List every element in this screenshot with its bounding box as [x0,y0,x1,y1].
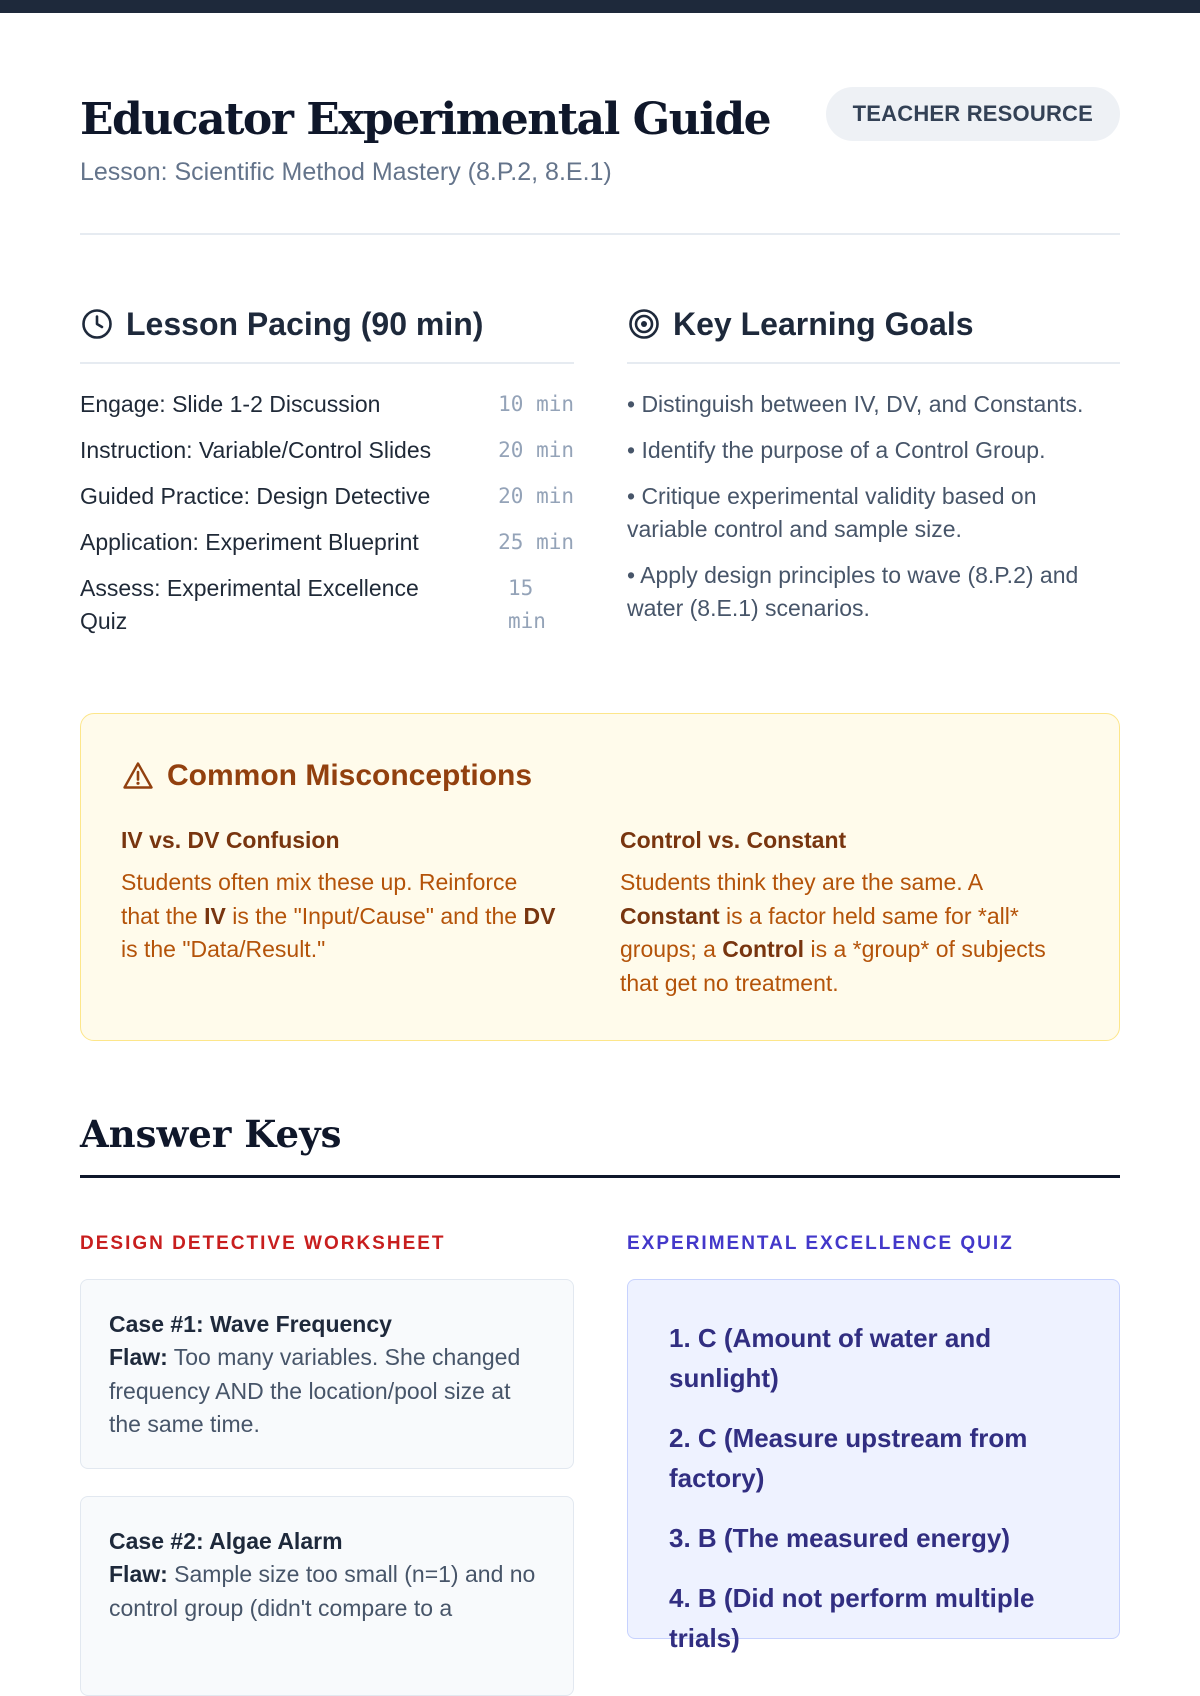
misconceptions-heading-text: Common Misconceptions [167,759,533,792]
pacing-heading-text: Lesson Pacing (90 min) [126,305,484,342]
quiz-label: EXPERIMENTAL EXCELLENCE QUIZ [627,1233,1014,1254]
pacing-activity: Assess: Experimental Excellence Quiz [80,575,419,634]
pacing-row [80,388,574,421]
case-flaw: Flaw: Sample size too small (n=1) and no control group (didn't compare to a [109,1561,536,1621]
goals-heading [627,300,1120,364]
pacing-activity: Guided Practice: Design Detective [80,483,431,509]
goal-item: • Distinguish between IV, DV, and Constants. [627,391,1084,417]
pacing-row [80,572,574,638]
misconception-iv-dv [121,827,561,967]
pacing-duration: 25 min [498,530,574,554]
quiz-answer: 3. B (The measured energy) [669,1523,1010,1553]
pacing-row [80,526,574,559]
pacing-duration: 20 min [498,438,574,462]
teacher-resource-badge: TEACHER RESOURCE [826,87,1120,141]
goals-list [627,388,1120,638]
quiz-answer: 1. C (Amount of water and sunlight) [669,1323,992,1393]
pacing-activity: Engage: Slide 1-2 Discussion [80,391,381,417]
pacing-activity: Application: Experiment Blueprint [80,529,419,555]
misconception-text: Students often mix these up. Reinforce that the IV is the "Input/Cause" and the DV is the "Data/Result." [121,869,556,962]
case-card [80,1496,574,1696]
worksheet-label: DESIGN DETECTIVE WORKSHEET [80,1233,446,1254]
pacing-row [80,480,574,513]
case-flaw: Flaw: Too many variables. She changed frequency AND the location/pool size at the same time. [109,1344,521,1437]
pacing-row [80,434,574,467]
misconception-control-constant [620,827,1075,1000]
misconceptions-panel [80,713,1120,1041]
quiz-answers-panel [627,1279,1120,1653]
page-title: Educator Experimental Guide [80,94,771,145]
quiz-answer: 4. B (Did not perform multiple trials) [669,1583,1035,1653]
pacing-activity: Instruction: Variable/Control Slides [80,437,432,463]
header-divider [80,233,1120,235]
misconceptions-heading [121,759,532,793]
top-bar [0,0,1200,13]
goal-item: • Critique experimental validity based on variable control and sample size. [627,483,1037,542]
pacing-list [80,388,574,651]
goal-item: • Identify the purpose of a Control Group. [627,437,1046,463]
goal-item: • Apply design principles to wave (8.P.2) and water (8.E.1) scenarios. [627,562,1079,621]
case-title: Case #2: Algae Alarm [109,1528,343,1554]
answer-keys-divider [80,1175,1120,1178]
goals-heading-text: Key Learning Goals [673,305,974,342]
warning-triangle-icon [121,759,155,793]
clock-icon [80,307,114,341]
pacing-heading [80,300,574,364]
misconception-text: Students think they are the same. A Constant is a factor held same for *all* groups; a Control is a *group* of subjects that get no treatment. [620,869,1046,996]
lesson-subtitle: Lesson: Scientific Method Mastery (8.P.2, 8.E.1) [80,158,612,186]
misconception-title: IV vs. DV Confusion [121,827,340,853]
case-title: Case #1: Wave Frequency [109,1311,392,1337]
pacing-duration: 10 min [498,392,574,416]
pacing-duration: 15 min [508,576,546,633]
pacing-duration: 20 min [498,484,574,508]
target-icon [627,307,661,341]
case-card [80,1279,574,1469]
answer-keys-title: Answer Keys [80,1112,342,1156]
misconception-title: Control vs. Constant [620,827,847,853]
quiz-answer: 2. C (Measure upstream from factory) [669,1423,1028,1493]
